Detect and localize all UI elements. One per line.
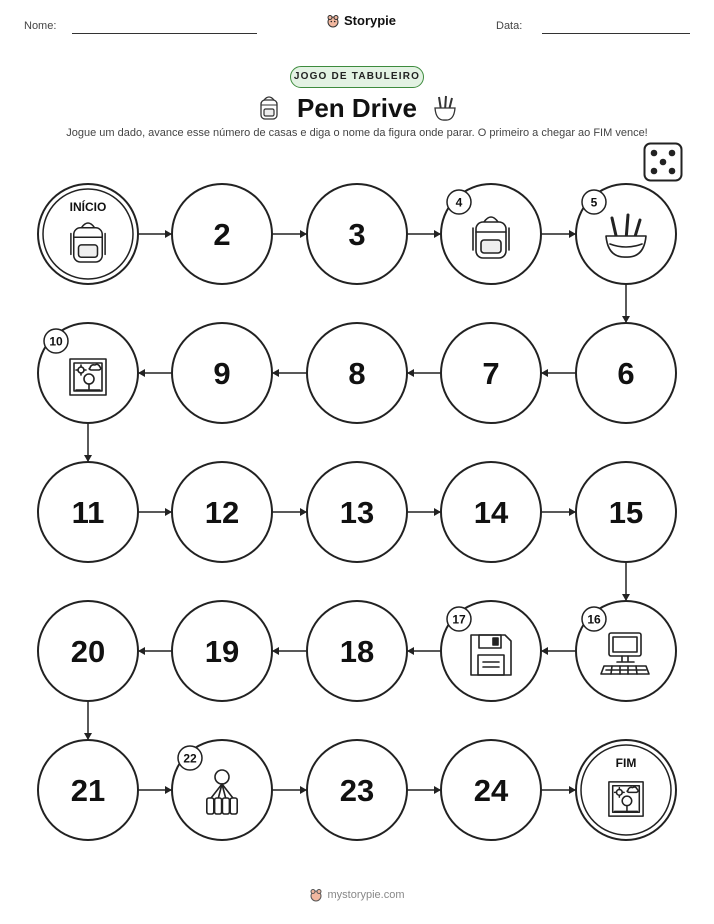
space-number: 2 bbox=[213, 217, 231, 252]
space-number: 5 bbox=[590, 195, 598, 210]
space-number: 19 bbox=[204, 634, 240, 669]
space-number: 8 bbox=[348, 356, 366, 391]
path-arrow bbox=[407, 230, 441, 238]
end-label: FIM bbox=[615, 756, 637, 770]
landscape-picture-icon bbox=[609, 782, 643, 816]
path-arrow bbox=[541, 786, 576, 794]
space-number: 21 bbox=[70, 773, 106, 808]
space-number: 10 bbox=[49, 334, 63, 349]
landscape-picture-icon bbox=[70, 359, 106, 395]
path-arrow bbox=[622, 284, 630, 323]
path-arrow bbox=[407, 369, 441, 377]
brand-name: Storypie bbox=[344, 13, 397, 28]
space-number: 15 bbox=[608, 495, 644, 530]
path-arrow bbox=[138, 230, 172, 238]
board-space bbox=[38, 184, 138, 284]
board-space bbox=[38, 323, 138, 423]
space-number: 9 bbox=[213, 356, 231, 391]
board-space bbox=[576, 740, 676, 840]
backpack-icon bbox=[473, 217, 509, 258]
backpack-icon bbox=[71, 223, 105, 262]
game-type-badge: JOGO DE TABULEIRO bbox=[290, 66, 424, 88]
space-number: 12 bbox=[204, 495, 240, 530]
space-number: 4 bbox=[455, 195, 463, 210]
path-arrow bbox=[541, 230, 576, 238]
board-space bbox=[441, 462, 541, 562]
board-space bbox=[172, 462, 272, 562]
path-arrow bbox=[272, 369, 307, 377]
space-number: 16 bbox=[587, 612, 601, 627]
name-label: Nome: bbox=[24, 20, 57, 32]
path-arrow bbox=[84, 701, 92, 740]
board-space bbox=[307, 323, 407, 423]
path-arrow bbox=[272, 786, 307, 794]
footer bbox=[0, 888, 714, 902]
space-number: 11 bbox=[71, 495, 105, 530]
space-number: 18 bbox=[339, 634, 375, 669]
space-number: 6 bbox=[617, 356, 635, 391]
board-space bbox=[38, 462, 138, 562]
board-space bbox=[172, 740, 272, 840]
path-arrow bbox=[138, 369, 172, 377]
path-arrow bbox=[407, 786, 441, 794]
path-arrow bbox=[138, 786, 172, 794]
space-number: 7 bbox=[482, 356, 500, 391]
path-arrow bbox=[407, 647, 441, 655]
path-arrow bbox=[84, 423, 92, 462]
board-space bbox=[441, 323, 541, 423]
footer-url: mystorypie.com bbox=[327, 889, 405, 901]
path-arrow bbox=[272, 508, 307, 516]
space-number: 22 bbox=[183, 751, 197, 766]
path-arrow bbox=[622, 562, 630, 601]
space-number: 24 bbox=[473, 773, 509, 808]
pencil-case-icon bbox=[606, 215, 646, 257]
floppy-disk-icon bbox=[471, 635, 511, 675]
board-space bbox=[307, 601, 407, 701]
board-space bbox=[172, 323, 272, 423]
board-space bbox=[307, 462, 407, 562]
space-number: 23 bbox=[339, 773, 375, 808]
space-number: 13 bbox=[339, 495, 375, 530]
date-label: Data: bbox=[496, 20, 523, 32]
board-space bbox=[307, 740, 407, 840]
path-arrow bbox=[541, 508, 576, 516]
page-title: Pen Drive bbox=[297, 93, 417, 123]
path-arrow bbox=[138, 508, 172, 516]
path-arrow bbox=[272, 230, 307, 238]
path-arrow bbox=[407, 508, 441, 516]
start-label: INÍCIO bbox=[69, 200, 107, 214]
path-arrow bbox=[138, 647, 172, 655]
path-arrow bbox=[272, 647, 307, 655]
board-space bbox=[576, 184, 676, 284]
board-space bbox=[576, 462, 676, 562]
board-space bbox=[441, 601, 541, 701]
board-space bbox=[307, 184, 407, 284]
storypie-logo-icon bbox=[309, 888, 323, 902]
board-space bbox=[172, 184, 272, 284]
space-number: 14 bbox=[473, 495, 509, 530]
space-number: 3 bbox=[348, 217, 366, 252]
computer-icon bbox=[601, 633, 649, 674]
board-space bbox=[172, 601, 272, 701]
space-number: 20 bbox=[70, 634, 106, 669]
board-space bbox=[576, 323, 676, 423]
board-space bbox=[441, 184, 541, 284]
instructions: Jogue um dado, avance esse número de casas e diga o nome da figura onde parar. O primeiro a chegar ao FIM vence! bbox=[66, 127, 648, 139]
board-space bbox=[576, 601, 676, 701]
path-arrow bbox=[541, 647, 576, 655]
path-arrow bbox=[541, 369, 576, 377]
space-number: 17 bbox=[452, 612, 466, 627]
board-space bbox=[38, 601, 138, 701]
board-space bbox=[441, 740, 541, 840]
board-space bbox=[38, 740, 138, 840]
